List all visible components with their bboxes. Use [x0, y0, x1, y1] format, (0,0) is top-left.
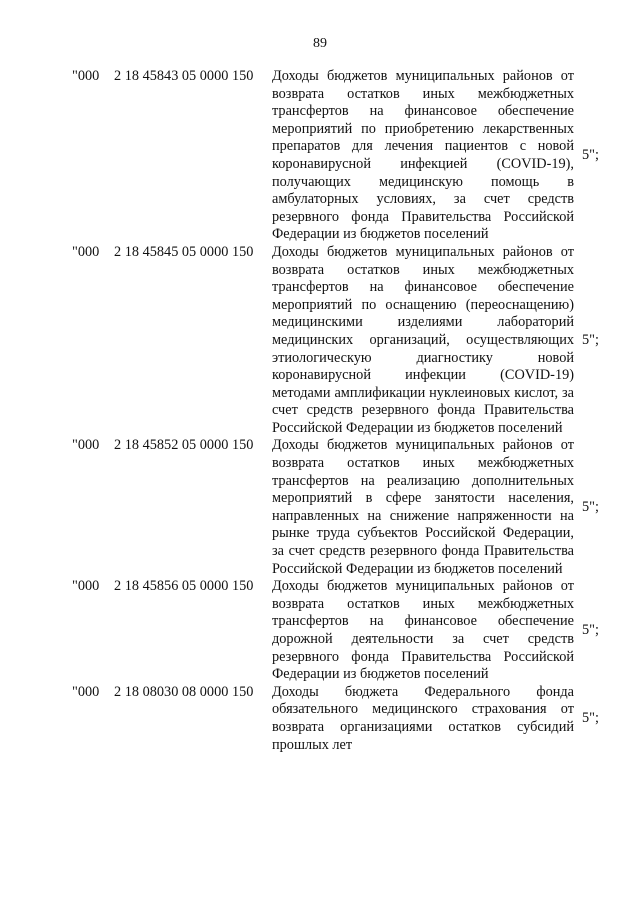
budget-classification-code: 2 18 08030 08 0000 150	[114, 683, 254, 700]
entry-prefix: "000	[72, 683, 100, 700]
budget-code-entry	[0, 578, 640, 684]
entry-suffix: 5";	[582, 710, 599, 727]
budget-classification-code: 2 18 45856 05 0000 150	[114, 578, 254, 595]
income-description: Доходы бюджетов муниципальных районов от возврата остатков иных межбюджетных трансфертов на финансовое обеспечение мероприятий по оснащению (переоснащению) медицинскими изделиями лабораторий медицинских организаций, осуществляющих этиологическую диагностику новой коронавирусной инфекции (COVID-19) методами амплификации нуклеиновых кислот, за счет средств резервного фонда Правительства Российской Федерации из бюджетов поселений	[272, 243, 574, 436]
entry-prefix: "000	[72, 437, 100, 454]
income-description: Доходы бюджетов муниципальных районов от возврата остатков иных межбюджетных трансфертов на финансовое обеспечение мероприятий по приобретению лекарственных препаратов для лечения пациентов с новой коронавирусной инфекцией (COVID-19), получающих медицинскую помощь в амбулаторных условиях, за счет средств резервного фонда Правительства Российской Федерации из бюджетов поселений	[272, 68, 574, 243]
entry-suffix: 5";	[582, 622, 599, 639]
budget-code-entry	[0, 244, 640, 438]
budget-classification-code: 2 18 45845 05 0000 150	[114, 243, 254, 260]
entry-suffix: 5";	[582, 331, 599, 348]
budget-code-entry	[0, 68, 640, 244]
page-number: 89	[313, 36, 327, 51]
budget-code-entry	[0, 437, 640, 578]
entry-prefix: "000	[72, 578, 100, 595]
budget-classification-code: 2 18 45852 05 0000 150	[114, 437, 254, 454]
budget-classification-code: 2 18 45843 05 0000 150	[114, 68, 254, 84]
budget-code-entry	[0, 684, 640, 754]
budget-code-list	[0, 68, 640, 754]
entry-prefix: "000	[72, 243, 100, 260]
entry-suffix: 5";	[582, 499, 599, 516]
income-description: Доходы бюджетов муниципальных районов от возврата остатков иных межбюджетных трансфертов на реализацию дополнительных мероприятий в сфере занятости населения, направленных на снижение напряженности на рынке труда субъектов Российской Федерации, за счет средств резервного фонда Правительства Российской Федерации из бюджетов поселений	[272, 437, 574, 577]
entry-suffix: 5";	[582, 147, 599, 164]
income-description: Доходы бюджета Федерального фонда обязательного медицинского страхования от возврата организациями остатков субсидий прошлых лет	[272, 683, 574, 753]
entry-prefix: "000	[72, 68, 100, 84]
income-description: Доходы бюджетов муниципальных районов от возврата остатков иных межбюджетных трансфертов на финансовое обеспечение дорожной деятельности за счет средств резервного фонда Правительства Российской Федерации из бюджетов поселений	[272, 578, 574, 683]
